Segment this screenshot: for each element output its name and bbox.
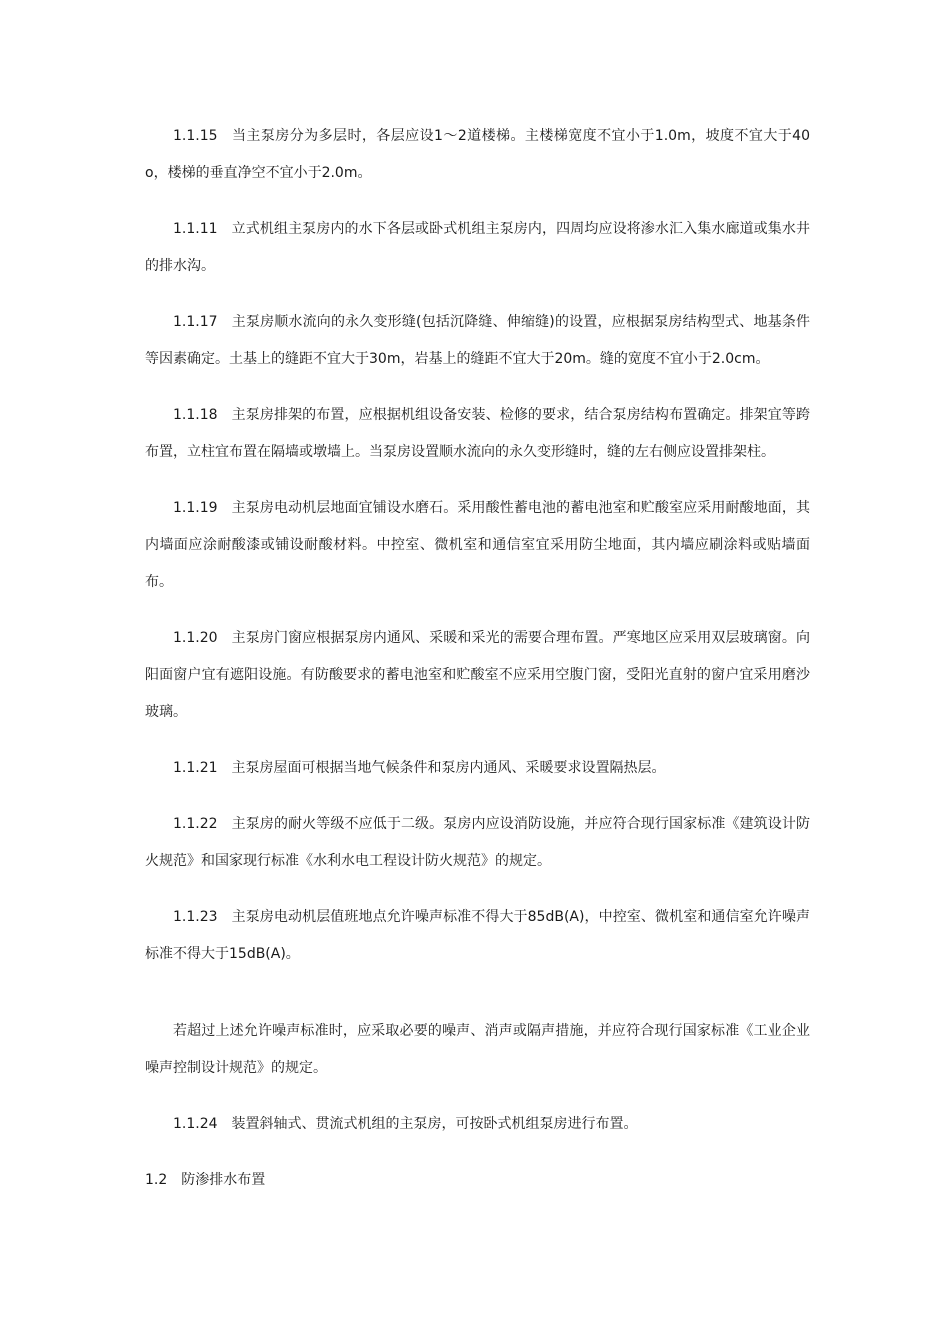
clause-1-1-23	[145, 899, 810, 973]
clause-text: 立式机组主泵房内的水下各层或卧式机组主泵房内，四周均应设将渗水汇入集水廊道或集水井的排水沟。	[145, 221, 810, 274]
clause-number: 1.1.15	[173, 128, 218, 144]
clause-text: 主泵房屋面可根据当地气候条件和泵房内通风、采暖要求设置隔热层。	[231, 760, 666, 776]
clause-1-1-15	[145, 118, 810, 192]
clause-number: 1.1.19	[173, 500, 218, 516]
clause-1-1-11	[145, 211, 810, 285]
clause-1-1-21	[145, 750, 810, 787]
clause-number: 1.1.23	[173, 909, 218, 925]
clause-1-1-23-continuation	[145, 1013, 810, 1087]
clause-number: 1.1.21	[173, 760, 218, 776]
clause-text: 主泵房的耐火等级不应低于二级。泵房内应设消防设施，并应符合现行国家标准《建筑设计防火规范》和国家现行标准《水利水电工程设计防火规范》的规定。	[145, 816, 810, 869]
section-heading-1-2	[145, 1162, 810, 1199]
clause-text: 主泵房门窗应根据泵房内通风、采暖和采光的需要合理布置。严寒地区应采用双层玻璃窗。向阳面窗户宜有遮阳设施。有防酸要求的蓄电池室和贮酸室不应采用空腹门窗，受阳光直射的窗户宜采用磨沙玻璃。	[145, 630, 810, 720]
clause-number: 1.1.11	[173, 221, 218, 237]
clause-1-1-24	[145, 1106, 810, 1143]
clause-text: 主泵房顺水流向的永久变形缝(包括沉降缝、伸缩缝)的设置，应根据泵房结构型式、地基条件等因素确定。土基上的缝距不宜大于30m，岩基上的缝距不宜大于20m。缝的宽度不宜小于2.0cm。	[145, 314, 810, 367]
clause-number: 1.1.20	[173, 630, 218, 646]
clause-1-1-19	[145, 490, 810, 601]
document-body	[145, 118, 810, 1199]
clause-1-1-20	[145, 620, 810, 731]
clause-text: 若超过上述允许噪声标准时，应采取必要的噪声、消声或隔声措施，并应符合现行国家标准《工业企业噪声控制设计规范》的规定。	[145, 1023, 810, 1076]
clause-text: 主泵房排架的布置，应根据机组设备安装、检修的要求，结合泵房结构布置确定。排架宜等跨布置，立柱宜布置在隔墙或墩墙上。当泵房设置顺水流向的永久变形缝时，缝的左右侧应设置排架柱。	[145, 407, 810, 460]
clause-text: 主泵房电动机层值班地点允许噪声标准不得大于85dB(A)，中控室、微机室和通信室允许噪声标准不得大于15dB(A)。	[145, 909, 810, 962]
clause-text: 当主泵房分为多层时，各层应设1～2道楼梯。主楼梯宽度不宜小于1.0m，坡度不宜大于40o，楼梯的垂直净空不宜小于2.0m。	[145, 128, 810, 181]
clause-1-1-22	[145, 806, 810, 880]
section-number: 1.2	[145, 1172, 168, 1188]
section-title: 防渗排水布置	[181, 1172, 266, 1188]
clause-number: 1.1.17	[173, 314, 218, 330]
clause-number: 1.1.22	[173, 816, 218, 832]
clause-number: 1.1.24	[173, 1116, 218, 1132]
clause-1-1-17	[145, 304, 810, 378]
clause-number: 1.1.18	[173, 407, 218, 423]
clause-text: 装置斜轴式、贯流式机组的主泵房，可按卧式机组泵房进行布置。	[231, 1116, 638, 1132]
clause-1-1-18	[145, 397, 810, 471]
clause-text: 主泵房电动机层地面宜铺设水磨石。采用酸性蓄电池的蓄电池室和贮酸室应采用耐酸地面，其内墙面应涂耐酸漆或铺设耐酸材料。中控室、微机室和通信室宜采用防尘地面，其内墙应刷涂料或贴墙面布。	[145, 500, 810, 590]
